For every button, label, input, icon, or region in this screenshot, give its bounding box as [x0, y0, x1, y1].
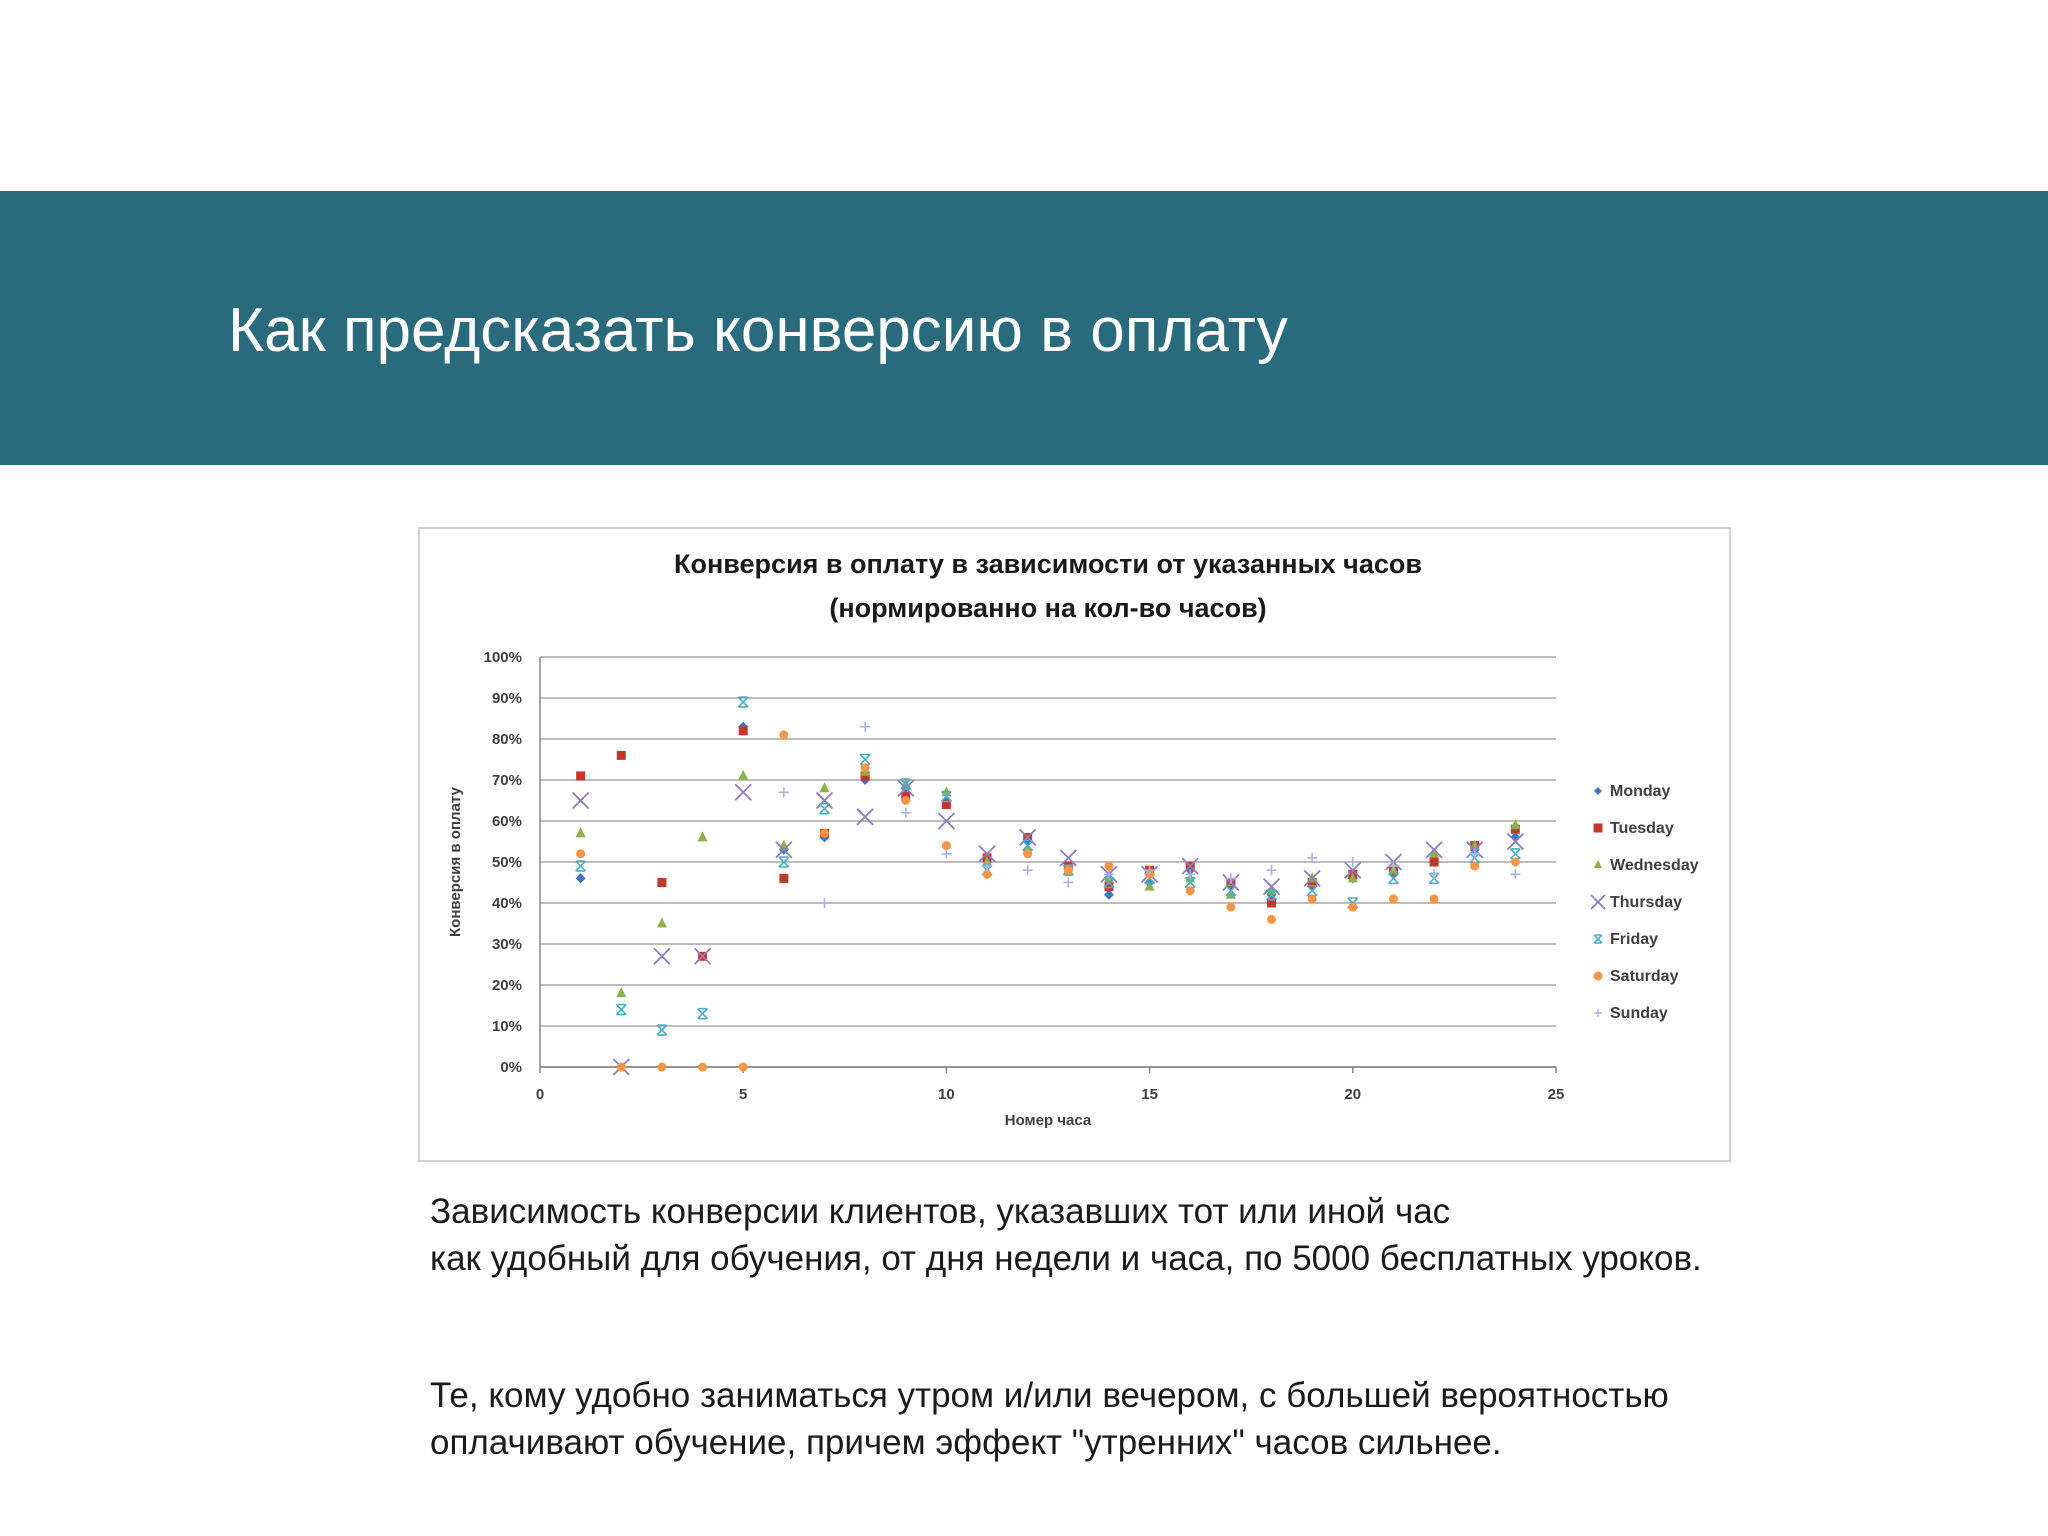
caption-line: оплачивают обучение, причем эффект "утренних" часов сильнее. — [430, 1423, 1502, 1462]
legend-label: Saturday — [1610, 968, 1679, 985]
data-point-friday — [860, 755, 870, 765]
data-point-saturday — [657, 1063, 666, 1072]
x-tick-label: 25 — [1547, 1086, 1565, 1103]
data-point-thursday — [654, 948, 670, 964]
legend-marker-thursday — [1591, 895, 1605, 909]
legend-marker-wednesday — [1594, 860, 1602, 868]
y-tick-label: 20% — [491, 977, 522, 994]
legend-marker-monday — [1594, 787, 1602, 795]
data-point-friday — [698, 1009, 708, 1019]
data-point-thursday — [573, 793, 589, 809]
y-tick-label: 90% — [491, 690, 522, 707]
data-point-saturday — [1186, 886, 1195, 895]
data-point-saturday — [1267, 915, 1276, 924]
data-point-sunday — [1429, 869, 1439, 879]
x-tick-label: 15 — [1141, 1086, 1158, 1103]
x-axis-label: Номер часа — [1004, 1112, 1092, 1129]
data-point-friday — [1510, 849, 1520, 859]
data-point-tuesday — [576, 771, 585, 780]
data-point-wednesday — [657, 918, 667, 928]
data-point-saturday — [1470, 862, 1479, 871]
data-point-saturday — [861, 763, 870, 772]
data-point-wednesday — [779, 840, 789, 850]
caption-conclusion — [430, 1372, 1930, 1466]
data-point-saturday — [576, 849, 585, 858]
data-point-saturday — [698, 1063, 707, 1072]
legend-label: Sunday — [1610, 1005, 1668, 1022]
y-tick-label: 80% — [491, 731, 522, 748]
data-point-wednesday — [616, 987, 626, 997]
x-tick-label: 5 — [739, 1086, 748, 1103]
data-point-saturday — [942, 841, 951, 850]
x-tick-label: 0 — [535, 1086, 545, 1103]
legend-label: Wednesday — [1610, 857, 1699, 874]
data-point-wednesday — [738, 770, 748, 780]
x-tick-label: 20 — [1344, 1086, 1362, 1103]
data-point-saturday — [1389, 894, 1398, 903]
data-point-saturday — [1348, 903, 1357, 912]
caption-line: Зависимость конверсии клиентов, указавших тот или иной час — [430, 1192, 1451, 1231]
data-point-saturday — [820, 829, 829, 838]
legend-marker-friday — [1594, 935, 1602, 943]
data-point-saturday — [1064, 866, 1073, 875]
data-point-sunday — [860, 722, 870, 732]
y-tick-label: 70% — [491, 772, 522, 789]
data-point-wednesday — [576, 827, 586, 837]
data-point-thursday — [857, 809, 873, 825]
data-point-tuesday — [739, 726, 748, 735]
caption-line: Те, кому удобно заниматься утром и/или вечером, с большей вероятностью — [430, 1376, 1669, 1415]
data-point-sunday — [779, 787, 789, 797]
data-point-saturday — [983, 870, 992, 879]
data-point-tuesday — [1430, 858, 1439, 867]
data-point-sunday — [1063, 878, 1073, 888]
y-tick-label: 60% — [491, 813, 522, 830]
data-point-saturday — [1104, 862, 1113, 871]
caption-description — [430, 1188, 1930, 1282]
data-point-saturday — [1308, 894, 1317, 903]
y-tick-label: 0% — [500, 1059, 522, 1076]
data-point-tuesday — [779, 874, 788, 883]
data-point-tuesday — [657, 878, 666, 887]
data-point-wednesday — [698, 831, 708, 841]
data-point-saturday — [1226, 903, 1235, 912]
y-tick-label: 50% — [491, 854, 522, 871]
data-point-thursday — [735, 784, 751, 800]
data-point-sunday — [901, 808, 911, 818]
data-point-friday — [616, 1005, 626, 1015]
legend-label: Monday — [1610, 783, 1671, 800]
data-point-monday — [576, 873, 586, 883]
chart-title: (нормированно на кол-во часов) — [829, 593, 1267, 623]
data-point-thursday — [816, 793, 832, 809]
data-point-sunday — [819, 898, 829, 908]
scatter-chart — [420, 529, 1729, 1160]
legend-marker-tuesday — [1594, 824, 1603, 833]
data-point-sunday — [1267, 865, 1277, 875]
data-point-sunday — [1510, 869, 1520, 879]
x-tick-label: 10 — [938, 1086, 955, 1103]
data-point-thursday — [695, 948, 711, 964]
slide-title: Как предсказать конверсию в оплату — [228, 296, 1288, 365]
data-point-sunday — [941, 849, 951, 859]
data-point-saturday — [739, 1063, 748, 1072]
caption-line: как удобный для обучения, от дня недели и часа, по 5000 бесплатных уроков. — [430, 1239, 1702, 1278]
legend-label: Tuesday — [1610, 820, 1674, 837]
y-tick-label: 40% — [491, 895, 522, 912]
chart-title: Конверсия в оплату в зависимости от указанных часов — [674, 549, 1422, 579]
data-point-wednesday — [819, 782, 829, 792]
data-point-friday — [819, 804, 829, 814]
data-point-saturday — [617, 1063, 626, 1072]
data-point-monday — [1104, 890, 1114, 900]
legend-marker-saturday — [1594, 972, 1603, 981]
data-point-saturday — [1023, 849, 1032, 858]
data-point-saturday — [1511, 858, 1520, 867]
legend-marker-sunday — [1594, 1009, 1602, 1017]
chart-frame — [418, 527, 1731, 1162]
data-point-saturday — [901, 796, 910, 805]
y-tick-label: 100% — [483, 649, 522, 666]
y-axis-label: Конверсия в оплату — [447, 787, 464, 937]
data-point-saturday — [1430, 894, 1439, 903]
y-tick-label: 10% — [491, 1018, 522, 1035]
data-point-tuesday — [617, 751, 626, 760]
data-point-sunday — [1023, 865, 1033, 875]
data-point-saturday — [779, 730, 788, 739]
legend-label: Friday — [1610, 931, 1659, 948]
y-tick-label: 30% — [491, 936, 522, 953]
legend-label: Thursday — [1610, 894, 1683, 911]
